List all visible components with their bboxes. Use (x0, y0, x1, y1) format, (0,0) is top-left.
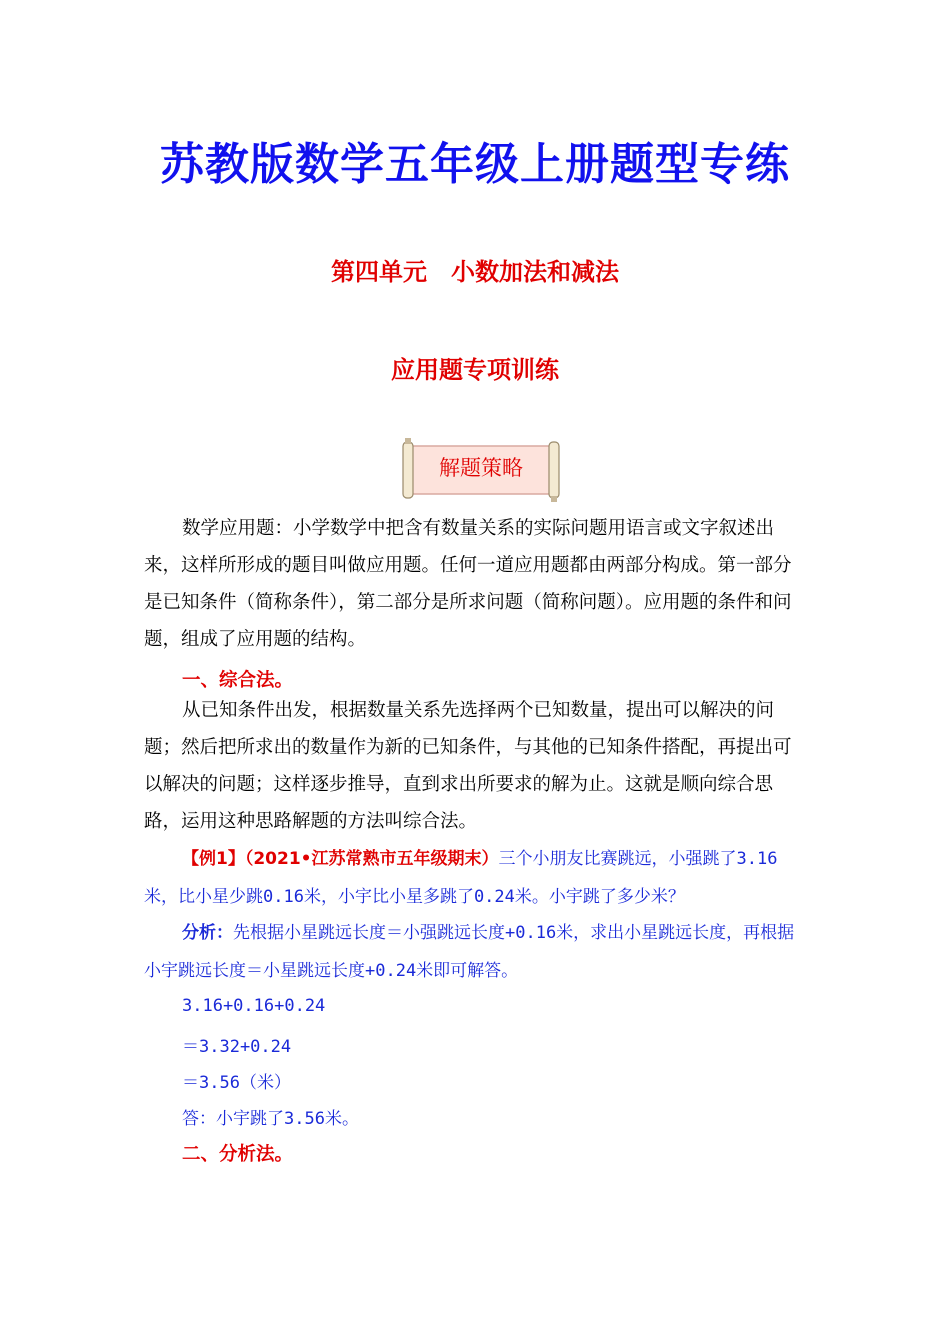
example-text: 三个小朋友比赛跳远，小强跳了3.16米，比小星少跳0.16米，小宇比小星多跳了0.24米。小宇跳了多少米？ (144, 849, 778, 907)
section-1-body: 从已知条件出发，根据数量关系先选择两个已知数量，提出可以解决的问题；然后把所求出的数量作为新的已知条件，与其他的已知条件搭配，再提出可以解决的问题；这样逐步推导，直到求出所要求的解为止。这就是顺向综合思路，运用这种思路解题的方法叫综合法。 (144, 700, 792, 832)
analysis (144, 914, 804, 990)
document-title: 苏教版数学五年级上册题型专练 (160, 139, 790, 190)
analysis-label: 分析： (182, 923, 233, 943)
section-2-title: 二、分析法。 (182, 1144, 294, 1165)
example-1 (144, 840, 804, 916)
banner-label: 解题策略 (439, 456, 523, 480)
calc-line-3: ＝3.56（米） (182, 1073, 291, 1093)
section-1-title: 一、综合法。 (182, 670, 294, 691)
example-label: 【例1】（2021•江苏常熟市五年级期末） (182, 849, 499, 869)
intro-paragraph: 数学应用题：小学数学中把含有数量关系的实际问题用语言或文字叙述出来，这样所形成的题目叫做应用题。任何一道应用题都由两部分构成。第一部分是已知条件（简称条件），第二部分是所求问题（简称问题）。应用题的条件和问题，组成了应用题的结构。 (144, 518, 792, 650)
section-subheading: 应用题专项训练 (391, 356, 559, 384)
calc-line-1: 3.16+0.16+0.24 (182, 996, 326, 1016)
calc-line-2: ＝3.32+0.24 (182, 1037, 292, 1057)
analysis-text: 先根据小星跳远长度＝小强跳远长度+0.16米，求出小星跳远长度，再根据小宇跳远长度＝小星跳远长度+0.24米即可解答。 (144, 923, 795, 981)
unit-heading: 第四单元 小数加法和减法 (331, 258, 619, 286)
answer-line: 答：小宇跳了3.56米。 (182, 1109, 359, 1129)
